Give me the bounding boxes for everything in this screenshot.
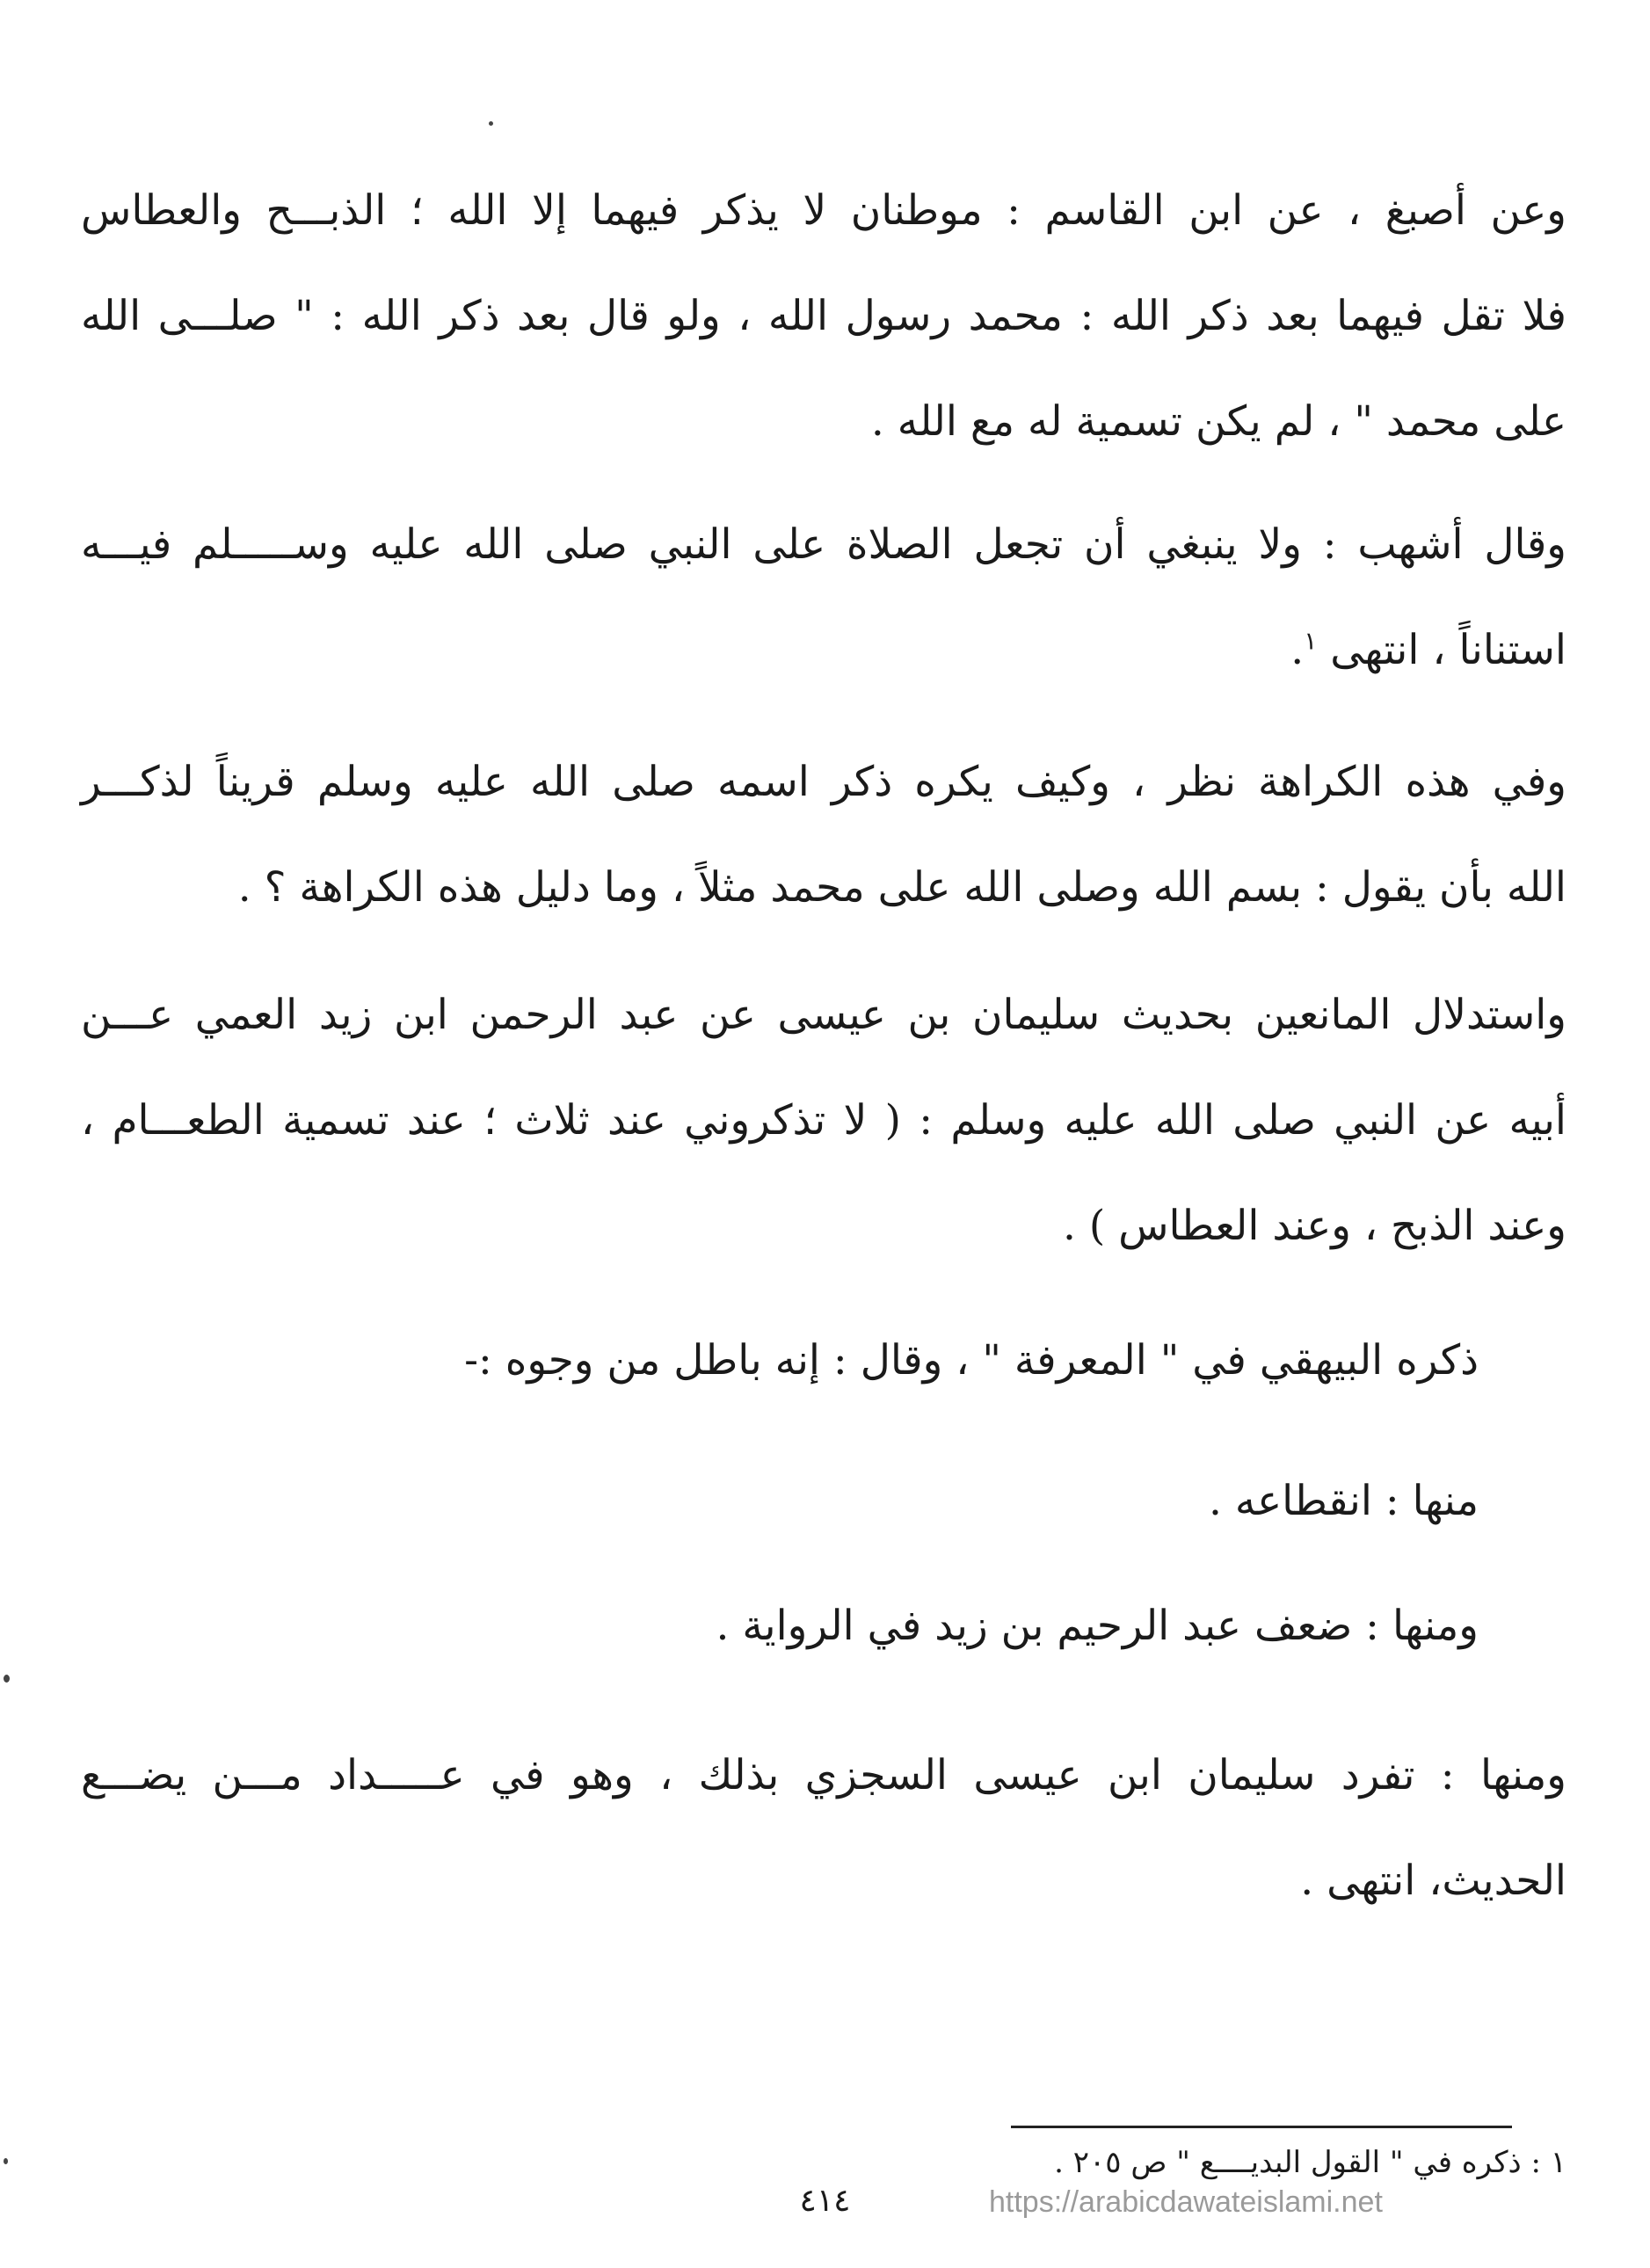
text-line: وفي هذه الكراهة نظر ، وكيف يكره ذكر اسمه صلى الله عليه وسلم قريناً لذكـــر <box>81 758 1566 806</box>
page-number: ٤١٤ <box>799 2183 851 2219</box>
scan-speck <box>4 1675 10 1683</box>
paragraph-karaha <box>81 730 1566 941</box>
text-line: ومنها : ضعف عبد الرحيم بن زيد في الرواية . <box>716 1602 1479 1650</box>
footnote: ١ : ذكره في " القول البديــــع " ص ٢٠٥ . <box>1054 2145 1566 2180</box>
text-line: ومنها : تفرد سليمان ابن عيسى السجزي بذلك ، وهو في عـــــداد مـــن يضـــع <box>81 1751 1566 1799</box>
paragraph-reason-3 <box>81 1723 1566 1934</box>
text-line: وقال أشهب : ولا ينبغي أن تجعل الصلاة على النبي صلى الله عليه وســـــلم فيـــه <box>81 520 1566 569</box>
text-line: على محمد " ، لم يكن تسمية له مع الله . <box>870 397 1566 446</box>
paragraph-ashhab <box>81 492 1566 703</box>
text-line: الحديث، انتهى . <box>1300 1857 1566 1905</box>
line-end: . <box>1290 626 1305 674</box>
paragraph-istidlal <box>81 963 1566 1279</box>
text-line: فلا تقل فيهما بعد ذكر الله : محمد رسول الله ، ولو قال بعد ذكر الله : " صلـــى الله <box>81 292 1566 340</box>
paragraph-reason-2 <box>0 1574 1479 1679</box>
text-line: منها : انقطاعه . <box>1209 1477 1479 1525</box>
text-line: واستدلال المانعين بحديث سليمان بن عيسى عن عبد الرحمن ابن زيد العمي عـــن <box>81 991 1566 1039</box>
text-line-content: استناناً ، انتهى <box>1330 626 1566 674</box>
text-line: ذكره البيهقي في " المعرفة " ، وقال : إنه باطل من وجوه :- <box>464 1336 1479 1385</box>
scan-speck <box>4 2158 8 2164</box>
text-line: أبيه عن النبي صلى الله عليه وسلم : ( لا تذكروني عند ثلاث ؛ عند تسمية الطعـــام ، <box>81 1096 1566 1145</box>
scan-speck <box>489 121 493 126</box>
watermark-url[interactable]: https://arabicdawateislami.net <box>989 2185 1383 2219</box>
text-line <box>81 598 1566 703</box>
footnote-divider <box>1011 2126 1512 2128</box>
text-line: وعند الذبح ، وعند العطاس ) . <box>1062 1202 1566 1250</box>
paragraph-bayhaqi <box>0 1308 1479 1414</box>
footnote-marker[interactable]: ١ <box>1304 626 1318 656</box>
paragraph-asbagh <box>81 158 1566 475</box>
paragraph-reason-1 <box>0 1449 1479 1554</box>
text-line: الله بأن يقول : بسم الله وصلى الله على محمد مثلاً ، وما دليل هذه الكراهة ؟ . <box>237 863 1566 912</box>
text-line: وعن أصبغ ، عن ابن القاسم : موطنان لا يذكر فيهما إلا الله ؛ الذبـــح والعطاس <box>81 186 1566 235</box>
